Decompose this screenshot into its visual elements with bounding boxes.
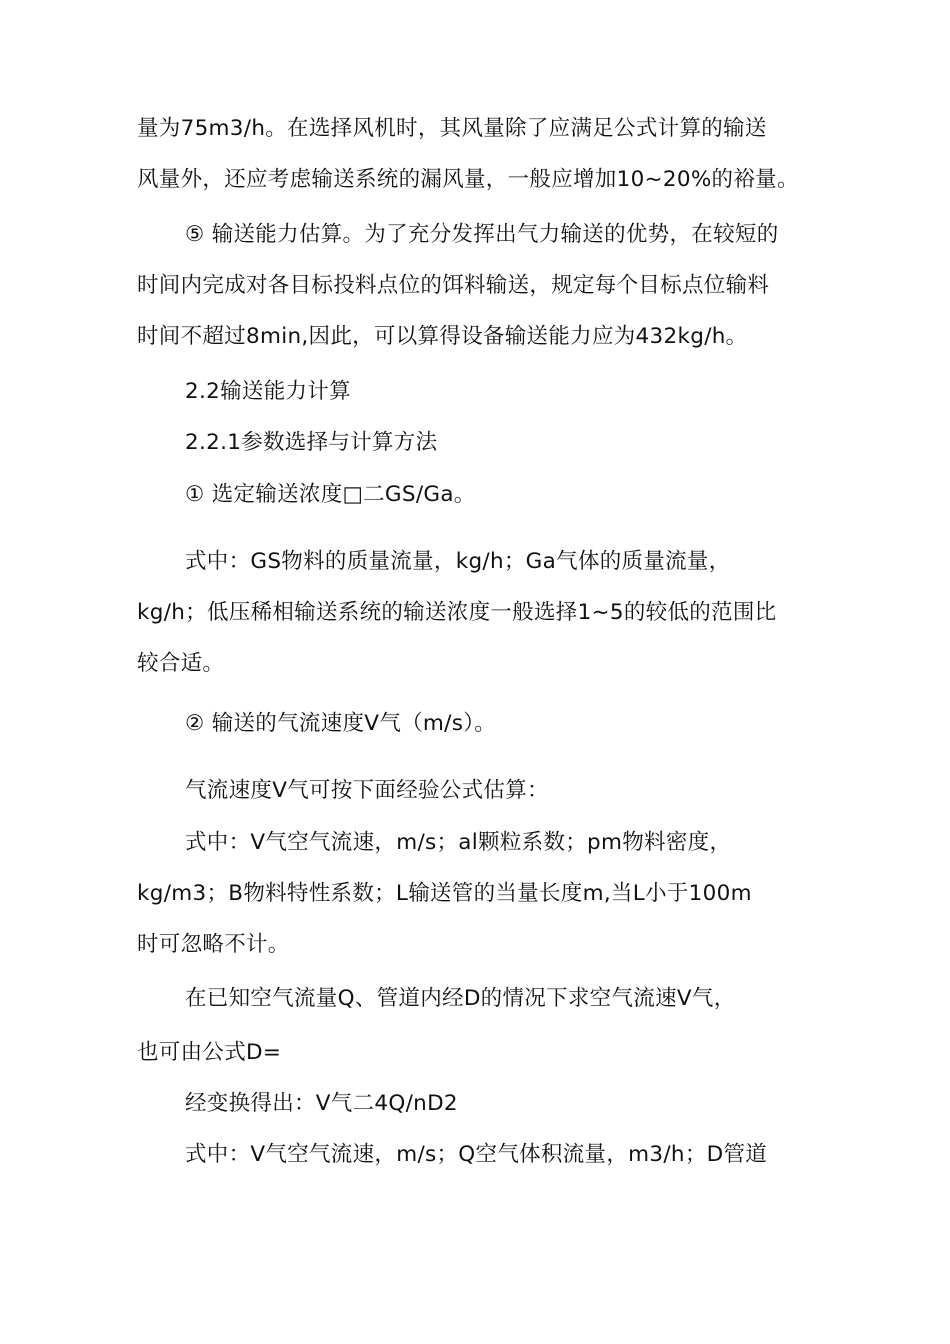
text-line: 式中：V气空气流速，m/s；al颗粒系数；pm物料密度， <box>185 830 732 855</box>
subsection-heading: 2.2.1参数选择与计算方法 <box>185 430 438 455</box>
text-line: 气流速度V气可按下面经验公式估算： <box>185 778 549 803</box>
text-line: 较合适。 <box>137 651 225 676</box>
section-heading: 2.2输送能力计算 <box>185 379 351 404</box>
text-line: 时间不超过8min,因此，可以算得设备输送能力应为432kg/h。 <box>137 324 748 349</box>
text-line: 时可忽略不计。 <box>137 932 290 957</box>
text-line: 式中：GS物料的质量流量，kg/h；Ga气体的质量流量， <box>185 549 731 574</box>
text-line: 在已知空气流量Q、管道内经D的情况下求空气流速V气， <box>185 986 736 1011</box>
text-line: 经变换得出：V气二4Q/nD2 <box>185 1091 458 1116</box>
text-line: 时间内完成对各目标投料点位的饵料输送，规定每个目标点位输料 <box>137 273 770 298</box>
text-line: 也可由公式D= <box>137 1040 282 1065</box>
text-line: ② 输送的气流速度V气（m/s）。 <box>185 711 497 736</box>
text-line: kg/h；低压稀相输送系统的输送浓度一般选择1~5的较低的范围比 <box>137 600 777 625</box>
text-line: 式中：V气空气流速，m/s；Q空气体积流量，m3/h；D管道 <box>185 1142 768 1167</box>
text-line: ⑤ 输送能力估算。为了充分发挥出气力输送的优势，在较短的 <box>185 222 779 247</box>
text-line: 量为75m3/h。在选择风机时，其风量除了应满足公式计算的输送 <box>137 116 767 141</box>
text-line: kg/m3；B物料特性系数；L输送管的当量长度m,当L小于100m <box>137 881 752 906</box>
text-line: 风量外，还应考虑输送系统的漏风量，一般应增加10~20%的裕量。 <box>137 167 799 192</box>
text-line: ① 选定输送浓度□二GS/Ga。 <box>185 482 476 507</box>
